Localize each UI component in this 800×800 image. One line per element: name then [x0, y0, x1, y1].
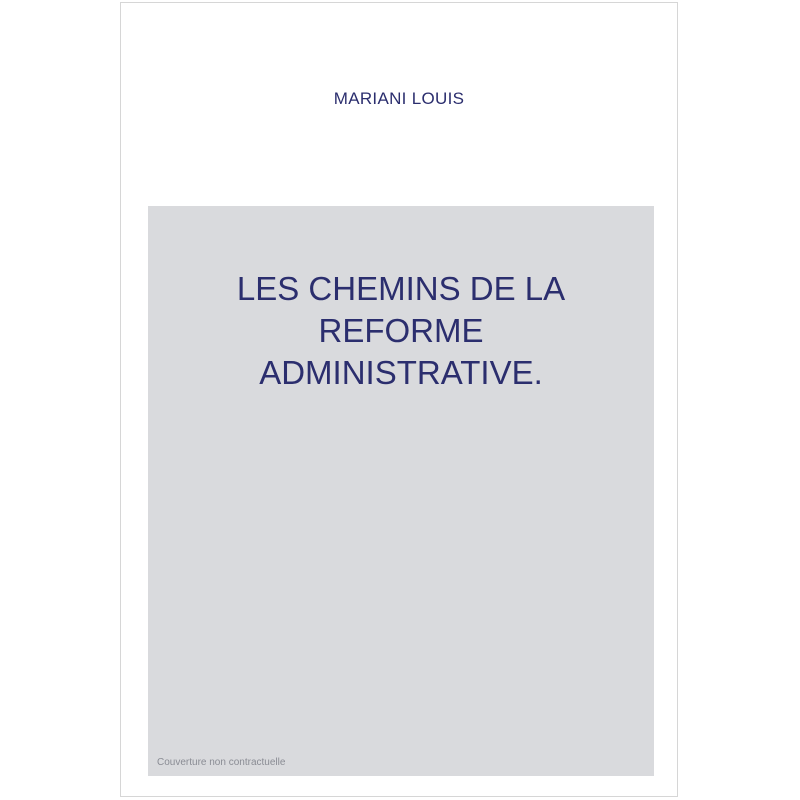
cover-disclaimer: Couverture non contractuelle: [157, 757, 286, 768]
author-name: MARIANI LOUIS: [333, 89, 465, 108]
cover-panel: [148, 206, 654, 776]
title-line: LES CHEMINS DE LA: [236, 270, 566, 307]
title-line: ADMINISTRATIVE.: [259, 354, 543, 391]
book-title: [148, 268, 654, 394]
book-cover: [120, 2, 678, 797]
title-line: REFORME: [318, 312, 484, 349]
